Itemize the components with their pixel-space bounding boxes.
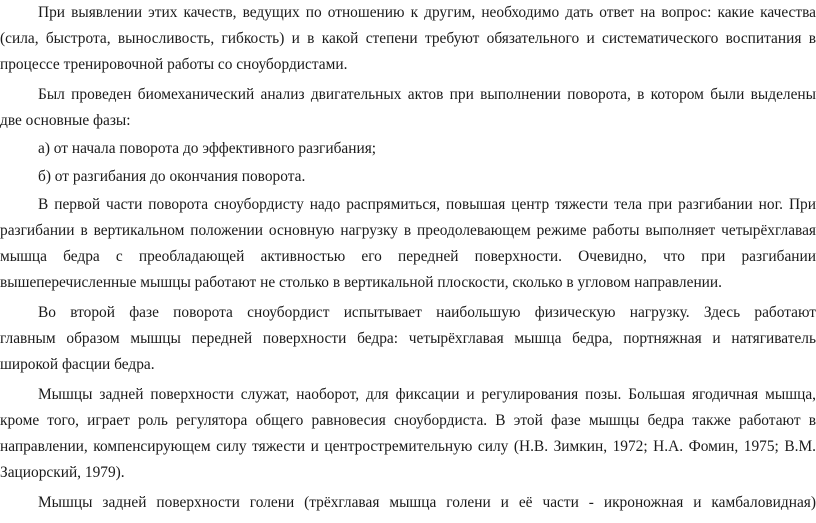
text-line: а) от начала поворота до эффективного разгибания; — [38, 140, 377, 157]
text-line: главным образом мышцы передней поверхности бедра: четырёхглавая мышца бедра, портняжная и натягиватель — [0, 330, 816, 347]
text-line: мышца бедра с преобладающей активностью его передней поверхности. Очевидно, что при разгибании — [0, 248, 816, 265]
text-line: вышеперечисленные мышцы работают не столько в вертикальной плоскости, сколько в угловом направлении. — [0, 274, 723, 291]
text-line: направлении, компенсирующем силу тяжести и центростремительную силу (Н.В. Зимкин, 1972; Н.А. Фомин, 1975; В.М. — [0, 438, 816, 455]
text-line: Мышцы задней поверхности служат, наоборот, для фиксации и регулирования позы. Большая ягодичная мышца, — [38, 386, 816, 403]
text-line: кроме того, играет роль регулятора общего равновесия сноубордиста. В этой фазе мышцы бедра также работают в — [0, 412, 816, 429]
text-line: В первой части поворота сноубордисту надо распрямиться, повышая центр тяжести тела при разгибании ног. При — [38, 196, 816, 213]
text-line: (сила, быстрота, выносливость, гибкость) и в какой степени требуют обязательного и систематического воспитания в — [0, 30, 816, 47]
text-line: Мышцы задней поверхности голени (трёхглавая мышца голени и её части - икроножная и камбаловидная) — [38, 494, 816, 511]
text-line: широкой фасции бедра. — [0, 356, 155, 373]
text-line: Во второй фазе поворота сноубордист испытывает наибольшую физическую нагрузку. Здесь работают — [38, 304, 816, 321]
text-line: б) от разгибания до окончания поворота. — [38, 168, 306, 185]
text-line: Зациорский, 1979). — [0, 464, 125, 481]
text-line: При выявлении этих качеств, ведущих по отношению к другим, необходимо дать ответ на вопрос: какие качества — [38, 4, 816, 21]
text-line: две основные фазы: — [0, 112, 131, 129]
text-line: Был проведен биомеханический анализ двигательных актов при выполнении поворота, в котором были выделены — [38, 86, 816, 103]
text-line: процессе тренировочной работы со сноубордистами. — [0, 56, 348, 73]
text-line: разгибании в вертикальном положении основную нагрузку в преодолевающем режиме работы выполняет четырёхглавая — [0, 222, 816, 239]
